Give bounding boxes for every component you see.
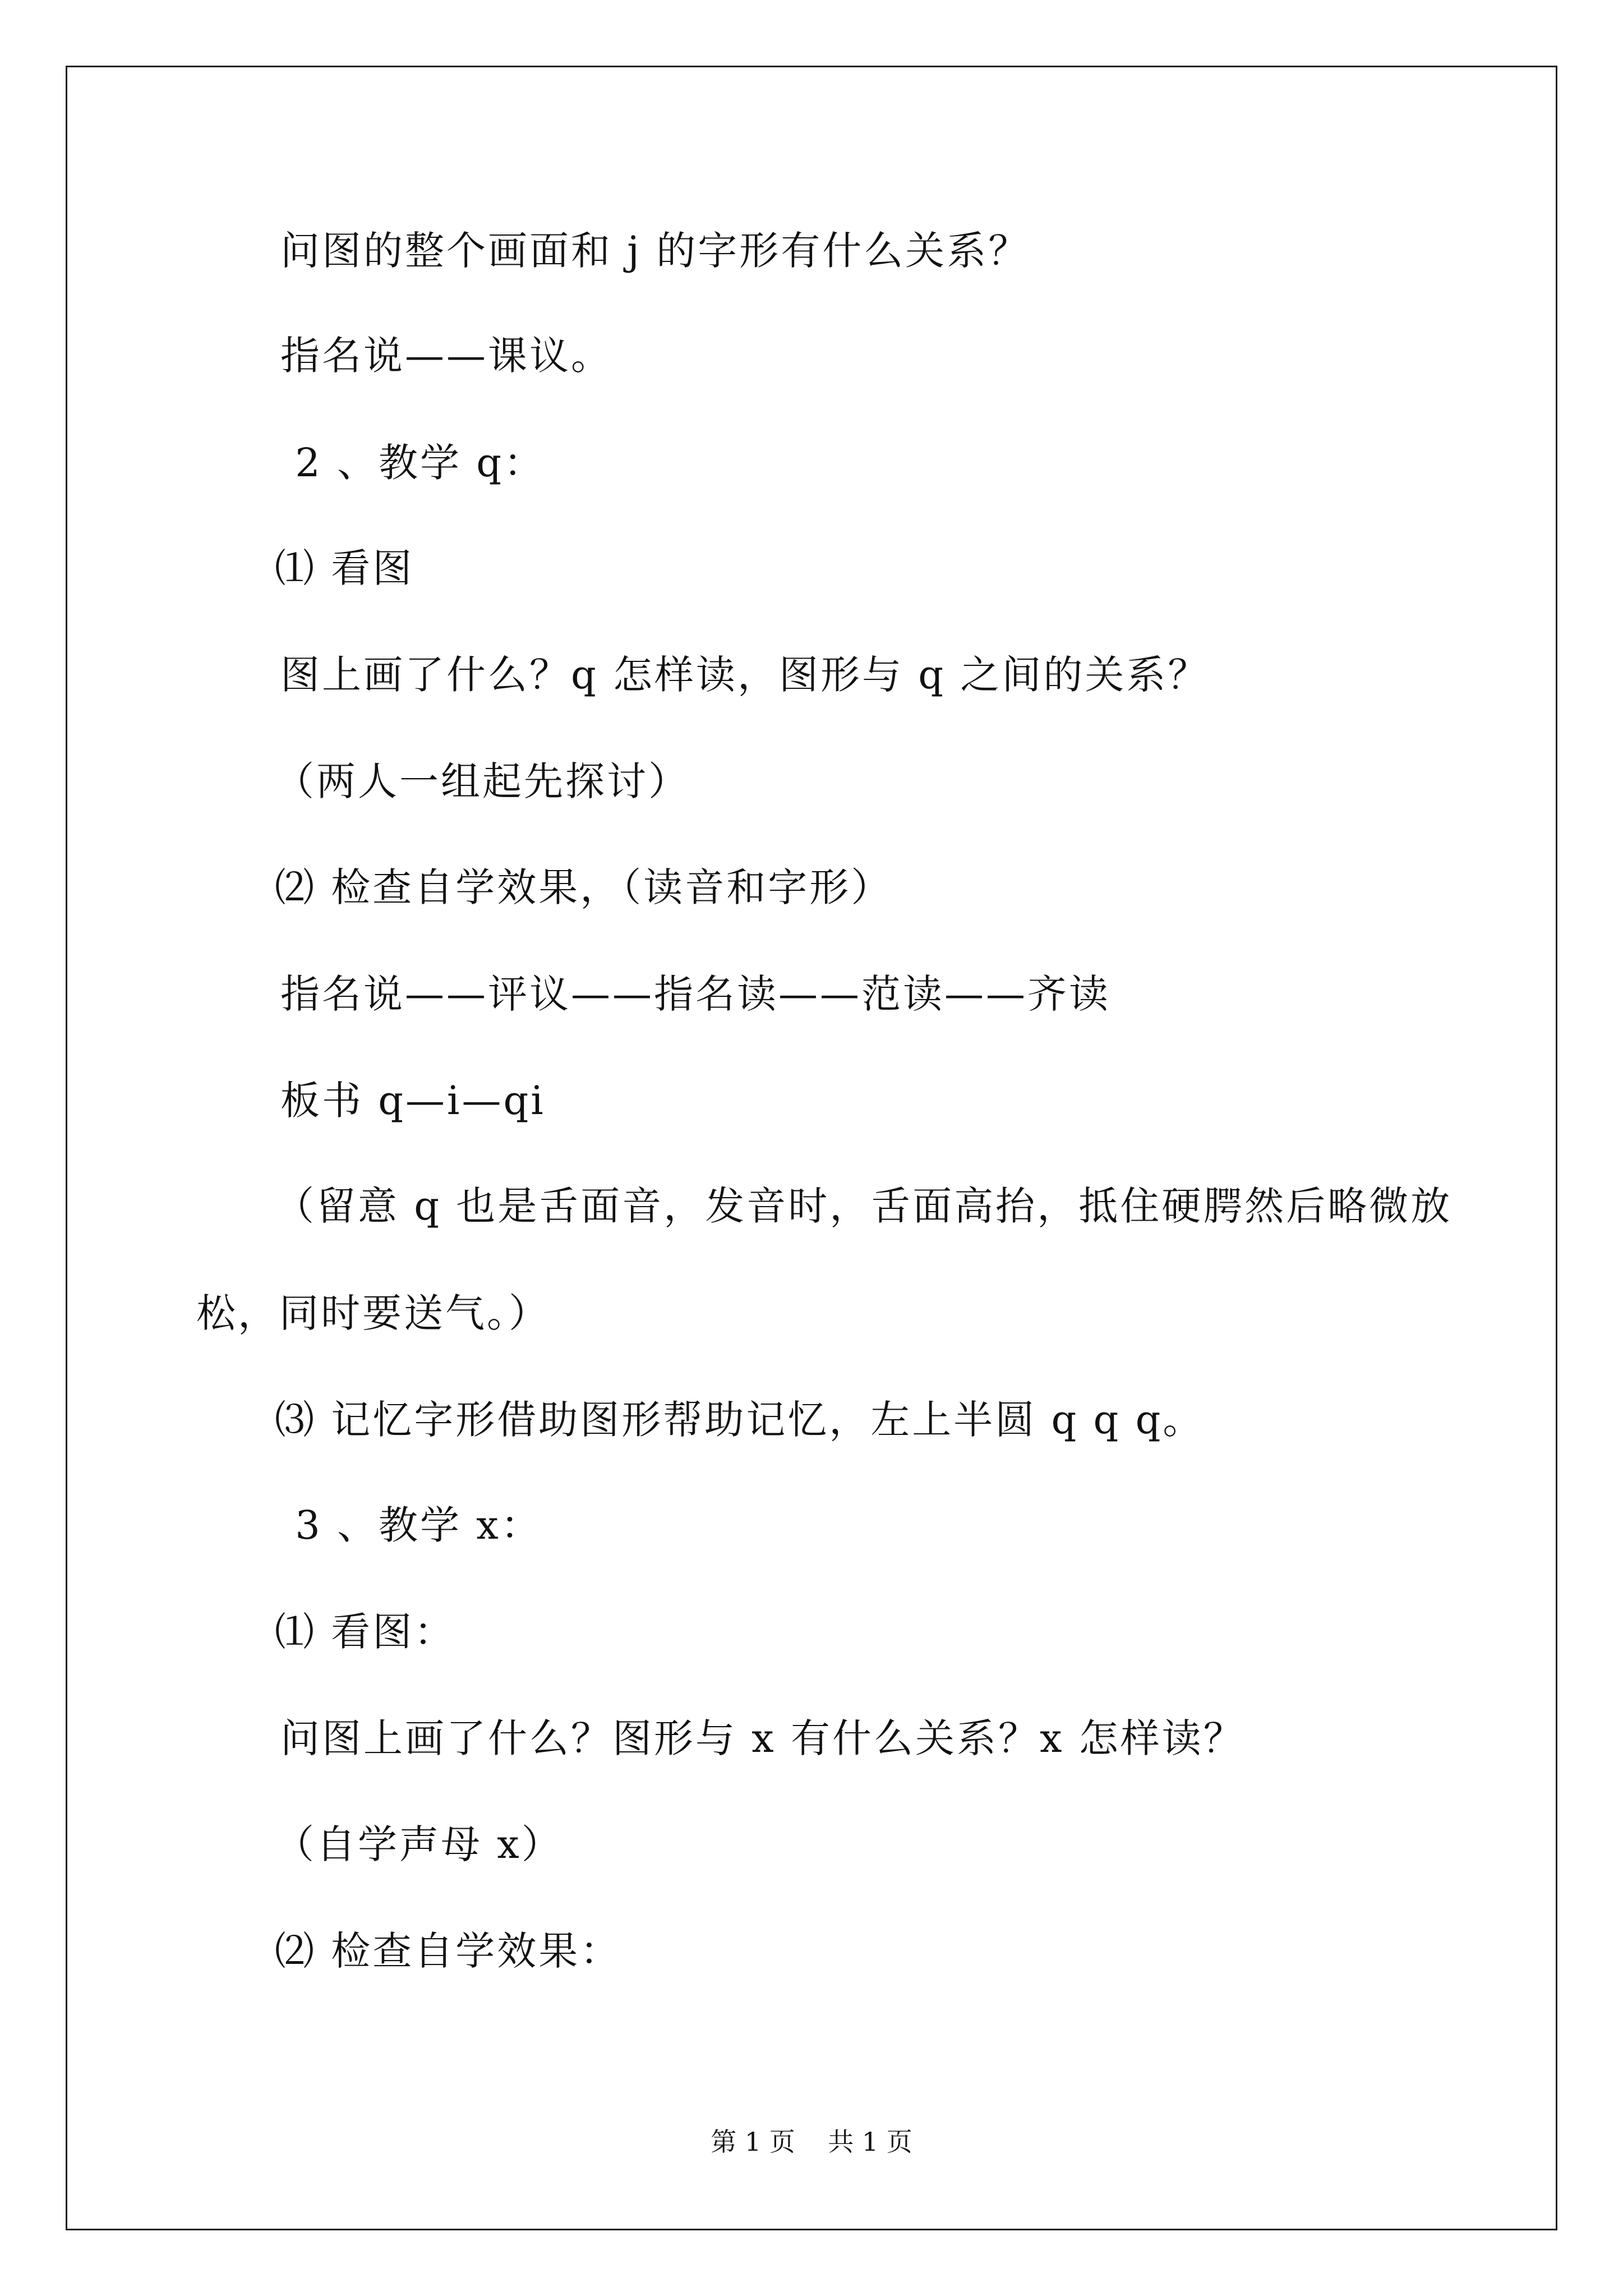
text-line: 松，同时要送气。）: [196, 1290, 550, 1336]
text-line: ⑴ 看图：: [275, 1609, 456, 1655]
text-line: ⑴ 看图: [275, 545, 414, 591]
page-number-footer: 第 1 页 共 1 页: [711, 2127, 912, 2157]
text-line: ⑶ 记忆字形借助图形帮助记忆，左上半圆 q q q。: [275, 1397, 1205, 1443]
section-heading: 2 、教学 q：: [280, 440, 546, 486]
text-line: （留意 q 也是舌面音，发音时，舌面高抬，抵住硬腭然后略微放: [275, 1183, 1453, 1229]
text-line: 问图上画了什么？图形与 x 有什么关系？x 怎样读？: [280, 1715, 1245, 1761]
text-line: ⑵ 检查自学效果：: [275, 1928, 622, 1974]
page-border: [66, 66, 1557, 2230]
text-line: （两人一组起先探讨）: [275, 758, 690, 804]
text-line: 图上画了什么？q 怎样读，图形与 q 之间的关系？: [280, 652, 1210, 698]
text-line: 板书 q—i—qi: [280, 1078, 546, 1124]
section-heading: 3 、教学 x：: [280, 1502, 542, 1548]
text-line: 指名说——评议——指名读——范读——齐读: [280, 971, 1110, 1017]
text-line: （自学声母 x）: [275, 1821, 563, 1867]
text-line: 问图的整个画面和 j 的字形有什么关系？: [280, 228, 1030, 274]
text-line: 指名说——课议。: [280, 333, 612, 379]
text-line: ⑵ 检查自学效果，（读音和字形）: [275, 864, 893, 910]
